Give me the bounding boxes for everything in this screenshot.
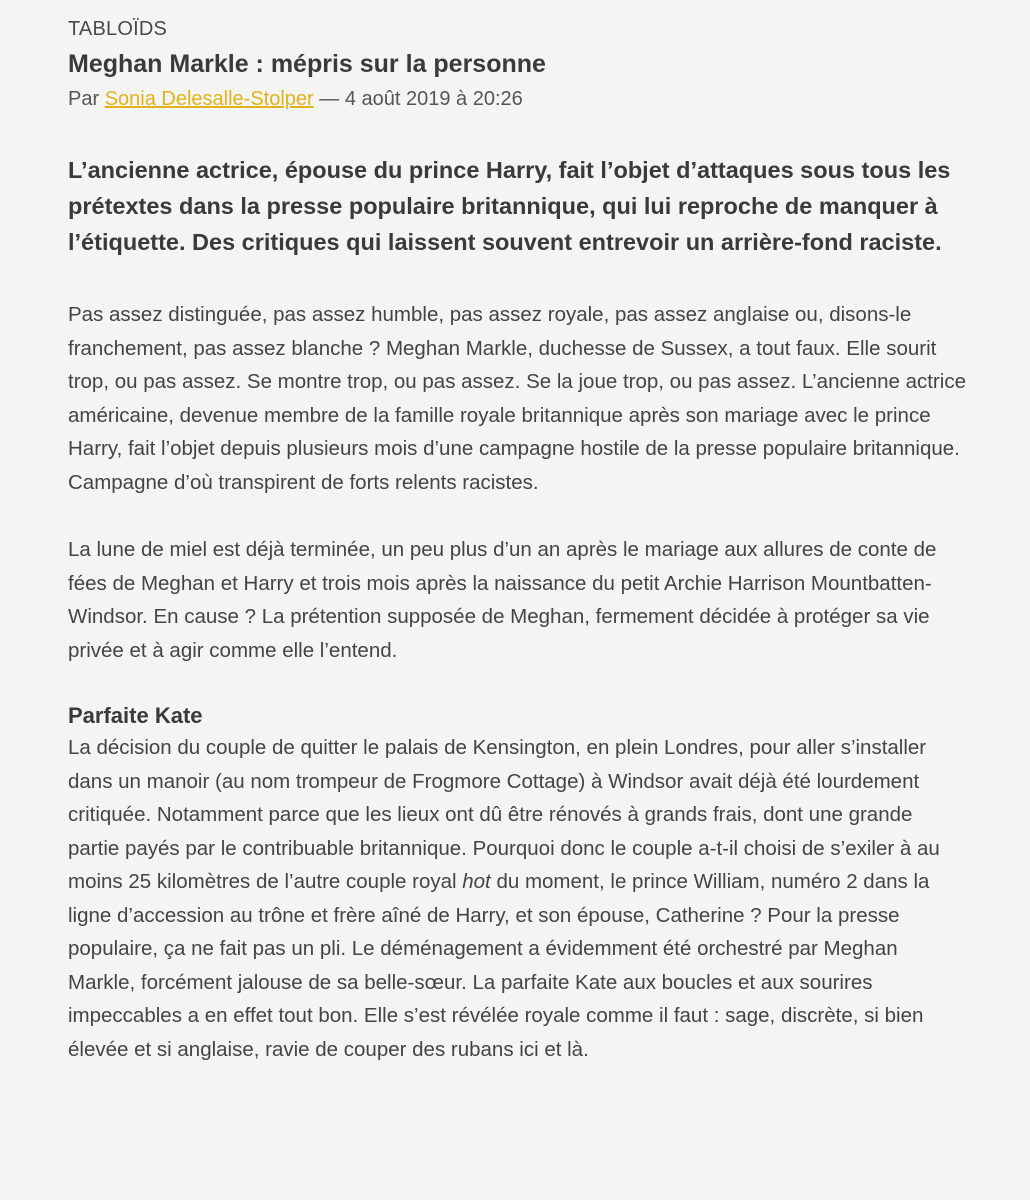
author-link[interactable]: Sonia Delesalle-Stolper: [104, 88, 314, 110]
section-label: TABLOÏDS: [68, 18, 168, 40]
paragraph-3-part-2: du moment, le prince William, numéro 2 dans la ligne d’accession au trône et frère aîné de Harry, et son épouse, Catherine ? Pour la presse populaire, ça ne fait pas un pli. Le déménagement a évidemment été orchestré par Meghan Markle, forcément jalouse de sa belle-sœur. La parfaite Kate aux boucles et aux sourires impeccables a en effet tout bon. Elle s’est révélée royale comme il faut : sage, discrète, si bien élevée et si anglaise, ravie de couper des rubans ici et là.: [68, 870, 930, 1061]
byline-date: — 4 août 2019 à 20:26: [313, 88, 523, 110]
byline: [68, 84, 1030, 114]
article-lead: L’ancienne actrice, épouse du prince Harry, fait l’objet d’attaques sous tous les prétextes dans la presse populaire britannique, qui lui reproche de manquer à l’étiquette. Des critiques qui laissent souvent entrevoir un arrière-fond raciste.: [68, 157, 951, 255]
article-title: Meghan Markle : mépris sur la personne: [68, 50, 546, 78]
paragraph-3: [68, 731, 968, 1066]
paragraph-1: Pas assez distinguée, pas assez humble, pas assez royale, pas assez anglaise ou, disons-le franchement, pas assez blanche ? Meghan Markle, duchesse de Sussex, a tout faux. Elle sourit trop, ou pas assez. Se montre trop, ou pas assez. Se la joue trop, ou pas assez. L’ancienne actrice américaine, devenue membre de la famille royale britannique après son mariage avec le prince Harry, fait l’objet depuis plusieurs mois d’une campagne hostile de la presse populaire britannique. Campagne d’où transpirent de forts relents racistes.: [68, 303, 966, 494]
paragraph-3-part-1: La décision du couple de quitter le palais de Kensington, en plein Londres, pour aller s’installer dans un manoir (au nom trompeur de Frogmore Cottage) à Windsor avait déjà été lourdement critiquée. Notamment parce que les lieux ont dû être rénovés à grands frais, dont une grande partie payés par le contribuable britannique. Pourquoi donc le couple a-t-il choisi de s’exiler à au moins 25 kilomètres de l’autre couple royal: [68, 736, 940, 893]
paragraph-2: La lune de miel est déjà terminée, un peu plus d’un an après le mariage aux allures de conte de fées de Meghan et Harry et trois mois après la naissance du petit Archie Harrison Mountbatten-Windsor. En cause ? La prétention supposée de Meghan, fermement décidée à protéger sa vie privée et à agir comme elle l’entend.: [68, 538, 937, 662]
paragraph-3-italic: hot: [462, 870, 491, 893]
byline-prefix: Par: [68, 88, 105, 110]
subheading: Parfaite Kate: [68, 703, 203, 728]
